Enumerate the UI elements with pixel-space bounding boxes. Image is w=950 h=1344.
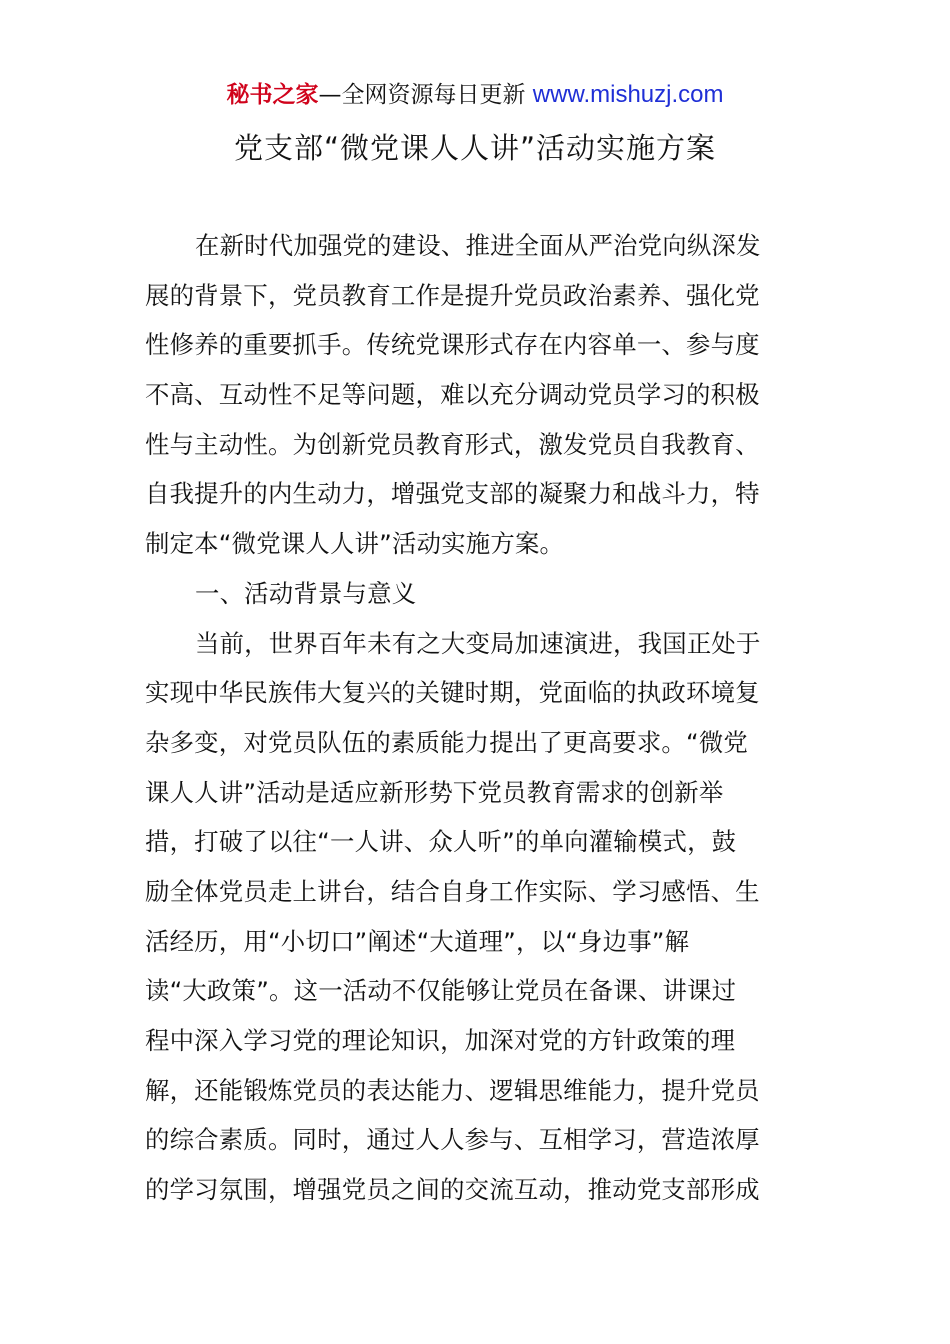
text-line: 展的背景下，党员教育工作是提升党员政治素养、强化党: [145, 280, 760, 310]
text-line: 解，还能锻炼党员的表达能力、逻辑思维能力，提升党员: [145, 1075, 760, 1105]
site-header: [0, 78, 950, 112]
text-line: 励全体党员走上讲台，结合自身工作实际、学习感悟、生: [145, 876, 760, 906]
text-line: 杂多变，对党员队伍的素质能力提出了更高要求。“微党: [145, 727, 749, 757]
site-url-link[interactable]: www.mishuzj.com: [532, 81, 724, 108]
text-line: 实现中华民族伟大复兴的关键时期，党面临的执政环境复: [145, 678, 760, 708]
text-line: 在新时代加强党的建设、推进全面从严治党向纵深发: [195, 231, 761, 260]
text-line: 的学习氛围，增强党员之间的交流互动，推动党支部形成: [145, 1175, 760, 1205]
text-line: 程中深入学习党的理论知识，加深对党的方针政策的理: [145, 1026, 736, 1055]
text-line: 措，打破了以往“一人讲、众人听”的单向灌输模式，鼓: [145, 827, 737, 857]
text-line: 不高、互动性不足等问题，难以充分调动党员学习的积极: [145, 380, 760, 410]
site-brand: 秘书之家: [226, 82, 319, 108]
text-line: 当前，世界百年未有之大变局加速演进，我国正处于: [195, 628, 761, 658]
text-line: 制定本“微党课人人讲”活动实施方案。: [145, 529, 565, 559]
document-body: [145, 221, 810, 1215]
text-line: 的综合素质。同时，通过人人参与、互相学习，营造浓厚: [145, 1125, 760, 1155]
text-line: 课人人讲”活动是适应新形势下党员教育需求的创新举: [145, 777, 724, 807]
site-tagline: 全网资源每日更新: [341, 82, 526, 108]
document-title: 党支部“微党课人人讲”活动实施方案: [233, 131, 717, 165]
text-line: 性修养的重要抓手。传统党课形式存在内容单一、参与度: [145, 330, 760, 360]
text-line: 自我提升的内生动力，增强党支部的凝聚力和战斗力，特: [145, 479, 760, 509]
text-line: 读“大政策”。这一活动不仅能够让党员在备课、讲课过: [145, 976, 737, 1006]
header-separator: —: [318, 82, 342, 108]
section-heading: 一、活动背景与意义: [195, 578, 417, 608]
text-line: 活经历，用“小切口”阐述“大道理”，以“身边事”解: [145, 926, 690, 956]
text-line: 性与主动性。为创新党员教育形式，激发党员自我教育、: [145, 429, 760, 459]
